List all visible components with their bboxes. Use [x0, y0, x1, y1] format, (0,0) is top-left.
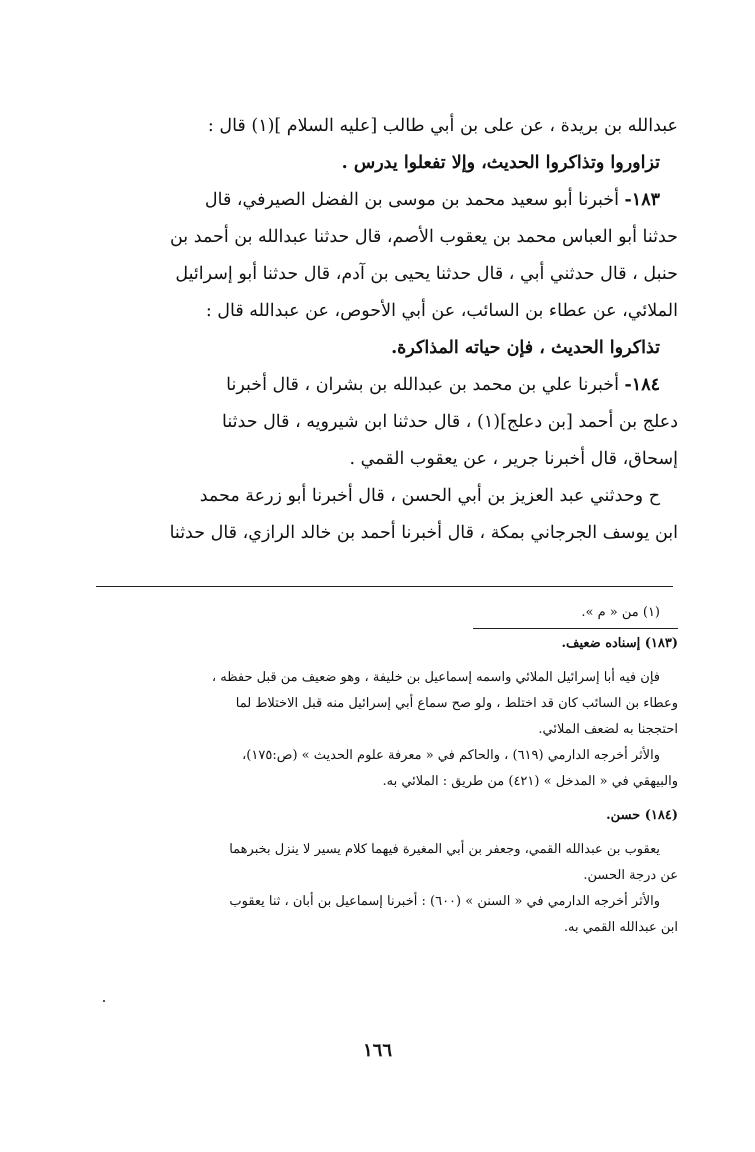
- note-line: ابن عبدالله القمي به.: [563, 920, 678, 935]
- narration-text: أخبرنا أبو سعيد محمد بن موسى بن الفضل الصيرفي، قال: [204, 190, 619, 210]
- text-line: دعلج بن أحمد [بن دعلج](١) ، قال حدثنا ابن شيرويه ، قال حدثنا: [222, 412, 678, 432]
- narration-text: أخبرنا علي بن محمد بن عبدالله بن بشران ، قال أخبرنا: [226, 375, 619, 395]
- note-line: يعقوب بن عبدالله القمي، وجعفر بن أبي المغيرة فيهما كلام يسير لا ينزل بخبرهما: [229, 842, 660, 857]
- grade-184: (١٨٤) حسن.: [606, 808, 678, 823]
- quote-line: تذاكروا الحديث ، فإن حياته المذاكرة.: [391, 338, 660, 358]
- note-line: والأثر أخرجه الدارمي في « السنن » (٦٠٠) : أخبرنا إسماعيل بن أبان ، ثنا يعقوب: [229, 894, 660, 909]
- grade-183: (١٨٣) إسناده ضعيف.: [561, 636, 678, 651]
- text-line: إسحاق، قال أخبرنا جرير ، عن يعقوب القمي .: [349, 449, 678, 469]
- quote-line: تزاوروا وتذاكروا الحديث، وإلا تفعلوا يدرس .: [341, 153, 660, 173]
- note-line: احتججنا به لضعف الملائي.: [538, 722, 678, 737]
- footnotes: [96, 600, 678, 941]
- main-text: [96, 108, 678, 552]
- note-line: والبيهقي في « المدخل » (٤٢١) من طريق : الملائي به.: [382, 774, 678, 789]
- footnote-1: (١) من « م ».: [581, 605, 660, 620]
- narration-number-184: ١٨٤-: [624, 375, 660, 395]
- narration-184: [96, 367, 678, 404]
- text-line: حدثنا أبو العباس محمد بن يعقوب الأصم، قال حدثنا عبدالله بن أحمد بن: [169, 227, 678, 247]
- footnote-separator: [96, 586, 673, 587]
- note-line: فإن فيه أبا إسرائيل الملائي واسمه إسماعيل بن خليفة ، وهو ضعيف من قبل حفظه ،: [211, 670, 660, 685]
- scan-speck: [103, 1000, 105, 1002]
- text-line: ح وحدثني عبد العزيز بن أبي الحسن ، قال أخبرنا أبو زرعة محمد: [199, 486, 660, 506]
- footnote-divider: [473, 628, 678, 629]
- narration-183: [96, 182, 678, 219]
- text-line: حنبل ، قال حدثني أبي ، قال حدثنا يحيى بن آدم، قال حدثنا أبو إسرائيل: [175, 264, 678, 284]
- note-line: عن درجة الحسن.: [583, 868, 678, 883]
- text-line: الملائي، عن عطاء بن السائب، عن أبي الأحوص، عن عبدالله قال :: [205, 301, 678, 321]
- page-number: ١٦٦: [362, 1040, 392, 1061]
- note-line: والأثر أخرجه الدارمي (٦١٩) ، والحاكم في « معرفة علوم الحديث » (ص:١٧٥)،: [242, 748, 660, 763]
- note-line: وعطاء بن السائب كان قد اختلط ، ولو صح سماع أبي إسرائيل منه قبل الاختلاط لما: [235, 696, 678, 711]
- text-line: ابن يوسف الجرجاني بمكة ، قال أخبرنا أحمد بن خالد الرازي، قال حدثنا: [169, 523, 678, 543]
- text-line: عبدالله بن بريدة ، عن على بن أبي طالب [عليه السلام ](١) قال :: [207, 116, 678, 136]
- narration-number-183: ١٨٣-: [624, 190, 660, 210]
